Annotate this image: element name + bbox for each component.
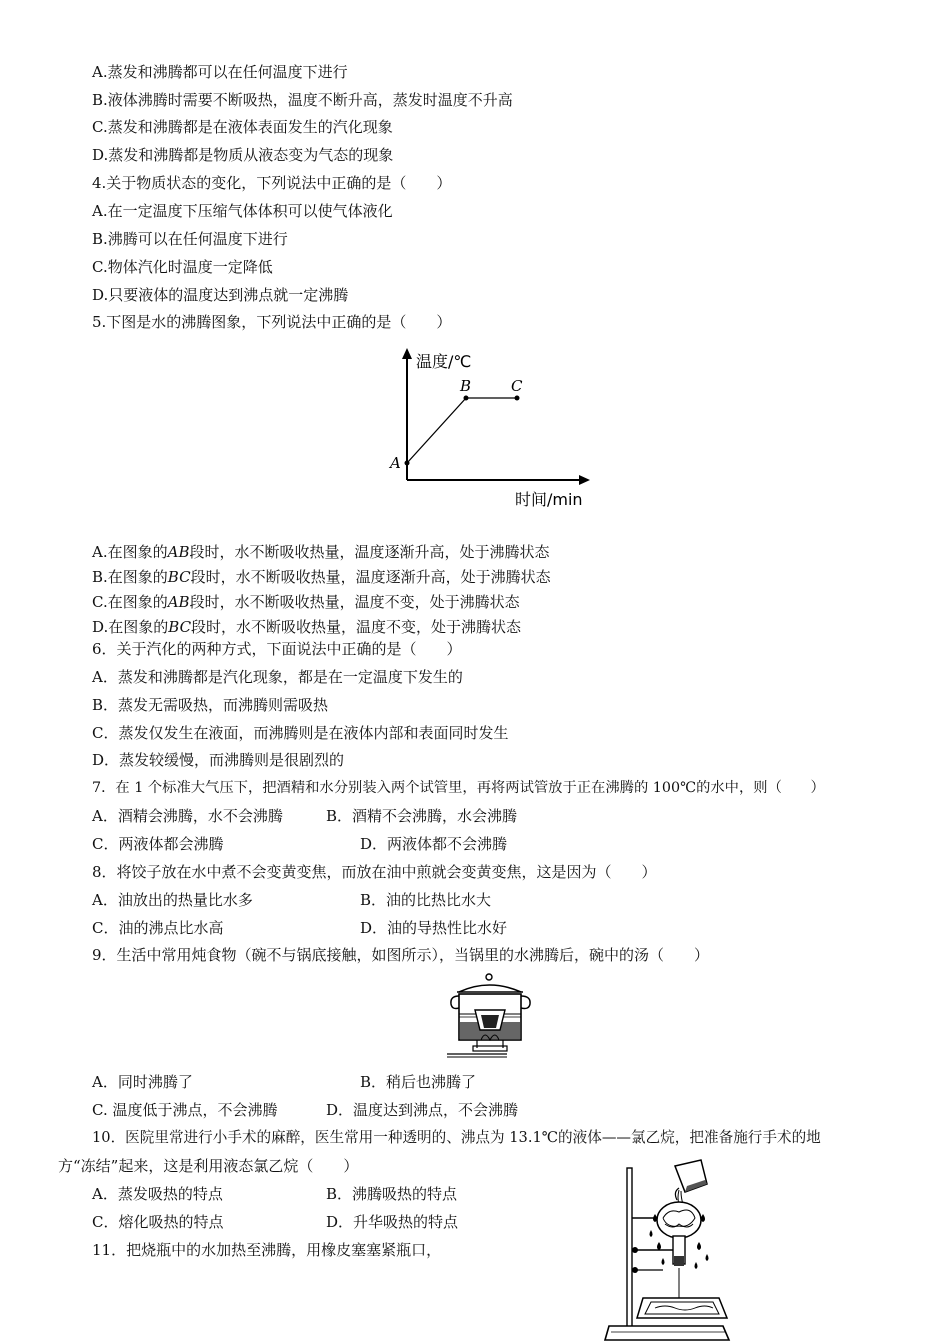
y-axis-label: 温度/℃ [416, 352, 472, 371]
q7-option-c: C．两液体都会沸腾 [92, 835, 224, 853]
point-b-label: B [460, 377, 472, 395]
q6-option-d: D．蒸发较缓慢，而沸腾则是很剧烈的 [92, 751, 345, 769]
q8-option-b: B．油的比热比水大 [360, 891, 492, 909]
q4-option-b: B.沸腾可以在任何温度下进行 [92, 230, 288, 248]
segment-ab [407, 398, 466, 463]
point-a-dot [405, 461, 410, 466]
q5-option-b: B.在图象的BC段时，水不断吸收热量，温度逐渐升高，处于沸腾状态 [92, 568, 551, 586]
q8-option-a: A．油放出的热量比水多 [92, 891, 253, 909]
q4-option-a: A.在一定温度下压缩气体体积可以使气体液化 [92, 202, 393, 220]
x-axis-label: 时间/min [515, 490, 583, 509]
q10-option-a: A．蒸发吸热的特点 [92, 1185, 223, 1203]
q3-option-c: C.蒸发和沸腾都是在液体表面发生的汽化现象 [92, 118, 393, 136]
point-a-label: A [390, 454, 401, 472]
q10-option-c: C．熔化吸热的特点 [92, 1213, 224, 1231]
y-axis-arrow [402, 348, 412, 359]
q9-option-d: D．温度达到沸点，不会沸腾 [326, 1101, 519, 1119]
q5-option-d: D.在图象的BC段时，水不断吸收热量，温度不变，处于沸腾状态 [92, 618, 522, 636]
q5-option-c: C.在图象的AB段时，水不断吸收热量，温度不变，处于沸腾状态 [92, 593, 520, 611]
boiling-graph [380, 345, 620, 525]
q6-stem: 6．关于汽化的两种方式，下面说法中正确的是（ ） [92, 640, 462, 658]
q6-option-b: B．蒸发无需吸热，而沸腾则需吸热 [92, 696, 329, 714]
q7-option-b: B．酒精不会沸腾，水会沸腾 [326, 807, 518, 825]
x-axis-arrow [579, 475, 590, 485]
q5-option-a: A.在图象的AB段时，水不断吸收热量，温度逐渐升高，处于沸腾状态 [92, 543, 550, 561]
point-c-label: C [511, 377, 523, 395]
q6-option-a: A．蒸发和沸腾都是汽化现象，都是在一定温度下发生的 [92, 668, 463, 686]
q6-option-c: C．蒸发仅发生在液面，而沸腾则是在液体内部和表面同时发生 [92, 724, 509, 742]
q4-option-d: D.只要液体的温度达到沸点就一定沸腾 [92, 286, 349, 304]
q7-option-a: A．酒精会沸腾，水不会沸腾 [92, 807, 283, 825]
q3-option-b: B.液体沸腾时需要不断吸热，温度不断升高，蒸发时温度不升高 [92, 91, 513, 109]
q7-stem: 7．在 1 个标准大气压下，把酒精和水分别装入两个试管里，再将两试管放于正在沸腾的 100℃的水中，则（ ） [92, 780, 825, 796]
q8-stem: 8．将饺子放在水中煮不会变黄变焦，而放在油中煎就会变黄变焦，这是因为（ ） [92, 863, 657, 881]
q8-option-c: C．油的沸点比水高 [92, 919, 224, 937]
q10-option-b: B．沸腾吸热的特点 [326, 1185, 458, 1203]
q4-stem: 4.关于物质状态的变化，下列说法中正确的是（ ） [92, 174, 452, 192]
q9-option-c: C. 温度低于沸点，不会沸腾 [92, 1101, 278, 1119]
point-c-dot [515, 396, 520, 401]
point-b-dot [464, 396, 469, 401]
q4-option-c: C.物体汽化时温度一定降低 [92, 258, 273, 276]
q3-option-a: A.蒸发和沸腾都可以在任何温度下进行 [92, 63, 348, 81]
flask-stand-illustration [603, 1158, 738, 1342]
q8-option-d: D．油的导热性比水好 [360, 919, 508, 937]
q10-stem-line2: 方“冻结”起来，这是利用液态氯乙烷（ ） [58, 1157, 359, 1175]
q10-option-d: D．升华吸热的特点 [326, 1213, 459, 1231]
q5-stem: 5.下图是水的沸腾图象，下列说法中正确的是（ ） [92, 313, 452, 331]
q9-stem: 9．生活中常用炖食物（碗不与锅底接触，如图所示），当锅里的水沸腾后，碗中的汤（ ） [92, 946, 710, 964]
q9-option-a: A．同时沸腾了 [92, 1073, 193, 1091]
q9-option-b: B．稍后也沸腾了 [360, 1073, 477, 1091]
q10-stem-line1: 10．医院里常进行小手术的麻醉，医生常用一种透明的、沸点为 13.1℃的液体——氯乙烷，把准备施行手术的地 [92, 1129, 821, 1146]
stew-pot-illustration [447, 970, 547, 1060]
q3-option-d: D.蒸发和沸腾都是物质从液态变为气态的现象 [92, 146, 394, 164]
q11-stem: 11．把烧瓶中的水加热至沸腾，用橡皮塞塞紧瓶口， [92, 1241, 442, 1259]
q7-option-d: D．两液体都不会沸腾 [360, 835, 508, 853]
